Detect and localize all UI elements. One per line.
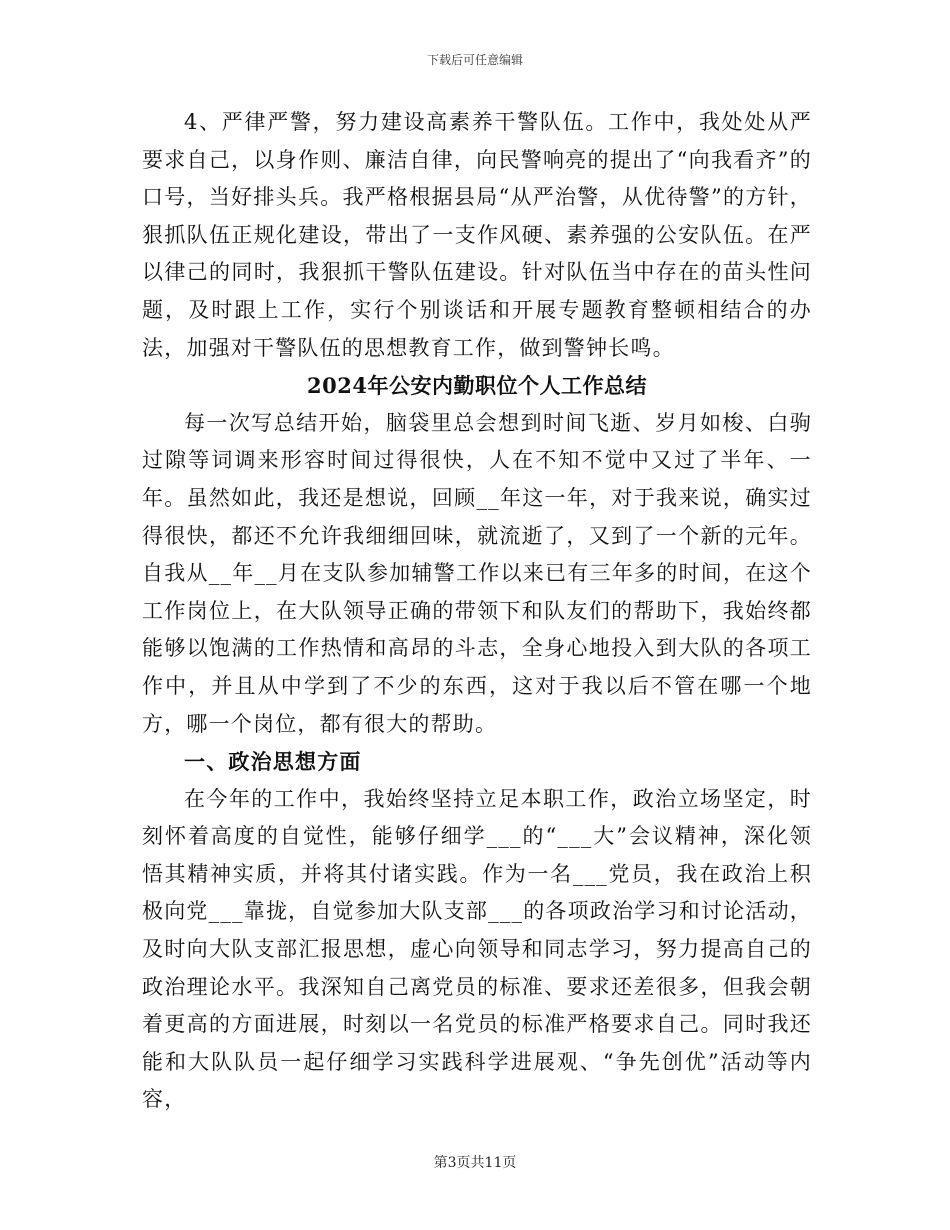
document-body	[142, 104, 812, 1119]
page-number-footer: 第3页共11页	[433, 1155, 517, 1171]
section-heading-politics: 一、政治思想方面	[184, 749, 362, 775]
page-header-note: 下载后可任意编辑	[426, 53, 523, 67]
document-title: 2024年公安内勤职位个人工作总结	[307, 373, 647, 399]
paragraph-intro: 4、严律严警，努力建设高素养干警队伍。工作中，我处处从严要求自己，以身作则、廉洁自律，向民警响亮的提出了“向我看齐”的口号，当好排头兵。我严格根据县局“从严治警，从优待警”的方针，狠抓队伍正规化建设，带出了一支作风硬、素养强的公安队伍。在严以律己的同时，我狠抓干警队伍建设。针对队伍当中存在的苗头性问题，及时跟上工作，实行个别谈话和开展专题教育整顿相结合的办法，加强对干警队伍的思想教育工作，做到警钟长鸣。	[142, 110, 812, 360]
paragraph-politics: 在今年的工作中，我始终坚持立足本职工作，政治立场坚定，时刻怀着高度的自觉性，能够仔细学___的“___大”会议精神，深化领悟其精神实质，并将其付诸实践。作为一名___党员，我在政治上积极向党___靠拢，自觉参加大队支部___的各项政治学习和讨论活动，及时向大队支部汇报思想，虚心向领导和同志学习，努力提高自己的政治理论水平。我深知自己离党员的标准、要求还差很多，但我会朝着更高的方面进展，时刻以一名党员的标准严格要求自己。同时我还能和大队队员一起仔细学习实践科学进展观、“争先创优”活动等内容，	[142, 786, 812, 1112]
paragraph-opening: 每一次写总结开始，脑袋里总会想到时间飞逝、岁月如梭、白驹过隙等词调来形容时间过得很快，人在不知不觉中又过了半年、一年。虽然如此，我还是想说，回顾__年这一年，对于我来说，确实过得很快，都还不允许我细细回味，就流逝了，又到了一个新的元年。自我从__年__月在支队参加辅警工作以来已有三年多的时间，在这个工作岗位上，在大队领导正确的带领下和队友们的帮助下，我始终都能够以饱满的工作热情和高昂的斗志，全身心地投入到大队的各项工作中，并且从中学到了不少的东西，这对于我以后不管在哪一个地方，哪一个岗位，都有很大的帮助。	[142, 410, 812, 736]
